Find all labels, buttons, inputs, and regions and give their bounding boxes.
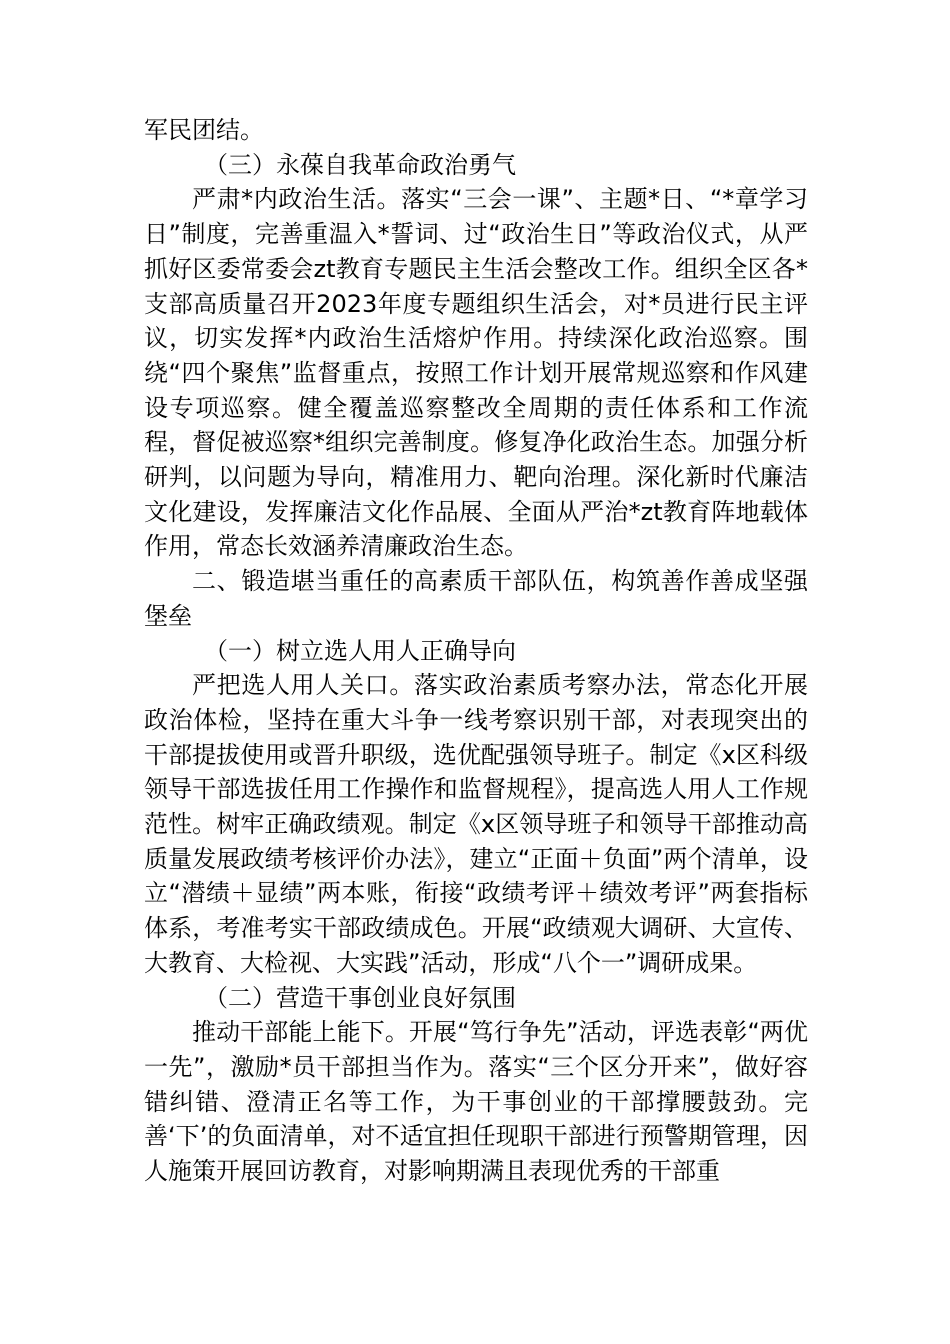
paragraph-cadre-selection: 严把选人用人关口。落实政治素质考察办法，常态化开展政治体检，坚持在重大斗争一线考察识别干部，对表现突出的干部提拔使用或晋升职级，选优配强领导班子。制定《x区科级领导干部选拔任用工作操作和监督规程》，提高选人用人工作规范性。树牢正确政绩观。制定《x区领导班子和领导干部推动高质量发展政绩考核评价办法》，建立“正面＋负面”两个清单，设立“潜绩＋显绩”两本账，衔接“政绩考评＋绩效考评”两套指标体系，考准考实干部政绩成色。开展“政绩观大调研、大宣传、大教育、大检视、大实践”活动，形成“八个一”调研成果。 [144,671,808,977]
subsection-heading-3: （三）永葆自我革命政治勇气 [204,150,516,179]
paragraph-political-life: 严肃*内政治生活。落实“三会一课”、主题*日、“*章学习日”制度，完善重温入*誓词、过“政治生日”等政治仪式，从严抓好区委常委会zt教育专题民主生活会整改工作。组织全区各*支部高质量召开2023年度专题组织生活会，对*员进行民主评议，切实发挥*内政治生活熔炉作用。持续深化政治巡察。围绕“四个聚焦”监督重点，按照工作计划开展常规巡察和作风建设专项巡察。健全覆盖巡察整改全周期的责任体系和工作流程，督促被巡察*组织完善制度。修复净化政治生态。加强分析研判，以问题为导向，精准用力、靶向治理。深化新时代廉洁文化建设，发挥廉洁文化作品展、全面从严治*zt教育阵地载体作用，常态长效涵养清廉政治生态。 [144,185,808,561]
paragraph-cadre-promotion: 推动干部能上能下。开展“笃行争先”活动，评选表彰“两优一先”，激励*员干部担当作为。落实“三个区分开来”，做好容错纠错、澄清正名等工作，为干事创业的干部撑腰鼓劲。完善‘下’的负面清单，对不适宜担任现职干部进行预警期管理，因人施策开展回访教育，对影响期满且表现优秀的干部重 [144,1018,808,1186]
document-body [144,113,808,1189]
section-heading-2: 二、锻造堪当重任的高素质干部队伍，构筑善作善成坚强堡垒 [144,567,808,630]
subsection-heading-1: （一）树立选人用人正确导向 [204,636,516,665]
paragraph-continuation: 军民团结。 [144,116,264,144]
subsection-heading-2: （二）营造干事创业良好氛围 [204,983,516,1012]
